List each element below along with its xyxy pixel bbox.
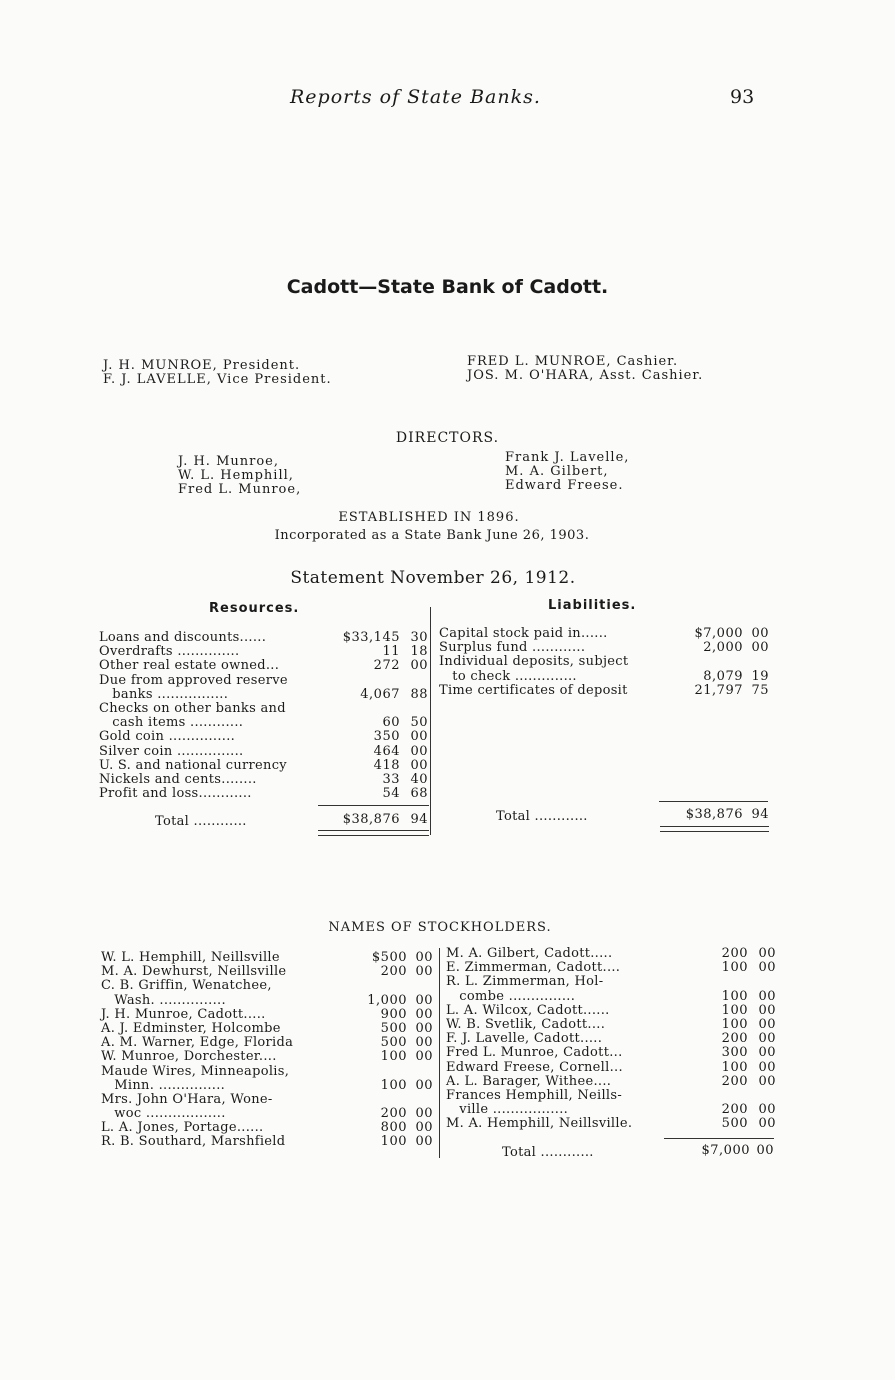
stockholder-amount: 100	[721, 1002, 748, 1018]
stockholder-label: R. B. Southard, Marshfield	[101, 1134, 286, 1150]
stockholder-cents: 00	[415, 1006, 433, 1022]
resource-row	[99, 716, 429, 730]
resource-cents: 50	[410, 715, 428, 731]
resources-total-cents: 94	[410, 812, 428, 827]
running-head: Reports of State Banks.	[290, 86, 541, 108]
resource-label: U. S. and national currency	[99, 757, 287, 773]
liability-cents: 00	[751, 640, 769, 656]
stockholder-row	[446, 1004, 776, 1018]
stockholder-row	[446, 1089, 776, 1103]
incorporated-line: Incorporated as a State Bank June 26, 1903.	[274, 528, 590, 543]
liabilities-total-amount: $38,876	[685, 807, 743, 822]
liability-label: Capital stock paid in......	[439, 626, 608, 641]
stockholder-row	[101, 1079, 433, 1093]
liability-cents: 00	[751, 626, 769, 641]
stockholder-amount: 100	[721, 1059, 748, 1075]
stockholder-label: L. A. Jones, Portage......	[101, 1120, 264, 1136]
stockholder-label: Maude Wires, Minneapolis,	[101, 1063, 290, 1079]
stockholder-row	[101, 1065, 433, 1079]
stockholder-label: E. Zimmerman, Cadott....	[446, 960, 621, 976]
resource-label: cash items ............	[99, 715, 244, 731]
resource-label: Nickels and cents........	[99, 771, 257, 787]
stockholder-amount: 100	[721, 988, 748, 1004]
liability-label: Surplus fund ............	[439, 640, 586, 656]
stockholder-cents: 00	[415, 1106, 433, 1122]
director-name: W. L. Hemphill,	[178, 468, 294, 483]
officer-vice-president: F. J. LAVELLE, Vice President.	[103, 372, 332, 387]
stockholder-label: Minn. ...............	[101, 1077, 226, 1093]
resource-amount: 33	[382, 771, 400, 787]
stockholder-cents: 00	[415, 1077, 433, 1093]
stockholders-total-rule	[664, 1138, 774, 1139]
stockholder-cents: 00	[758, 946, 776, 961]
stockholders-total-cents: 00	[756, 1143, 774, 1158]
stockholder-row	[101, 1008, 433, 1022]
director-name: Frank J. Lavelle,	[505, 450, 630, 465]
liabilities-total-label: Total ............	[496, 809, 588, 824]
resource-cents: 88	[410, 686, 428, 702]
stockholder-amount: 300	[721, 1045, 748, 1061]
liability-row	[439, 655, 769, 669]
stockholder-label: J. H. Munroe, Cadott.....	[101, 1006, 266, 1022]
stockholder-label: woc ..................	[101, 1106, 226, 1122]
resource-row	[99, 688, 429, 702]
resource-cents: 30	[410, 630, 428, 645]
resource-row	[99, 631, 429, 645]
stockholder-row	[101, 979, 433, 993]
stockholder-amount: 100	[380, 1077, 407, 1093]
stockholder-amount: 200	[721, 946, 748, 961]
stockholder-row	[101, 1050, 433, 1064]
liability-amount: 8,079	[703, 668, 743, 684]
stockholder-cents: 00	[415, 1020, 433, 1036]
resource-amount: 11	[382, 644, 400, 660]
stockholder-amount: 200	[380, 964, 407, 980]
stockholder-cents: 00	[415, 950, 433, 965]
established-line: ESTABLISHED IN 1896.	[338, 510, 520, 525]
liability-amount: $7,000	[694, 626, 743, 641]
stockholder-cents: 00	[758, 988, 776, 1004]
resource-label: Overdrafts ..............	[99, 644, 240, 660]
stockholders-total-label: Total ............	[502, 1145, 594, 1160]
stockholder-label: combe ...............	[446, 988, 576, 1004]
director-name: Fred L. Munroe,	[178, 482, 302, 497]
stockholder-cents: 00	[758, 1073, 776, 1089]
stockholder-row	[101, 994, 433, 1008]
stockholder-amount: 200	[721, 1073, 748, 1089]
director-name: Edward Freese.	[505, 478, 624, 493]
stockholder-label: W. L. Hemphill, Neillsville	[101, 950, 280, 965]
stockholder-amount: 100	[380, 1049, 407, 1065]
statement-date: Statement November 26, 1912.	[290, 568, 576, 588]
resource-row	[99, 645, 429, 659]
stockholder-row	[446, 1075, 776, 1089]
resource-label: Gold coin ...............	[99, 729, 236, 745]
stockholder-row	[446, 947, 776, 961]
stockholder-row	[446, 1061, 776, 1075]
stockholders-left-list	[101, 951, 433, 1150]
stockholder-label: A. J. Edminster, Holcombe	[101, 1020, 281, 1036]
liability-amount: 21,797	[694, 682, 743, 698]
stockholder-cents: 00	[758, 1102, 776, 1118]
stockholder-cents: 00	[415, 964, 433, 980]
stockholder-label: A. L. Barager, Withee....	[446, 1073, 612, 1089]
resource-cents: 00	[410, 729, 428, 745]
stockholders-total-amount: $7,000	[701, 1143, 750, 1158]
resource-amount: 464	[373, 743, 400, 759]
stockholder-amount: 200	[721, 1031, 748, 1047]
stockholder-amount: 100	[721, 1016, 748, 1032]
resource-label: Loans and discounts......	[99, 630, 267, 645]
resource-cents: 40	[410, 771, 428, 787]
liabilities-total-rule	[659, 801, 768, 802]
liability-row	[439, 670, 769, 684]
stockholder-row	[101, 1036, 433, 1050]
stockholder-row	[101, 1121, 433, 1135]
stockholder-row	[101, 965, 433, 979]
resource-cents: 18	[410, 644, 428, 660]
stockholder-cents: 00	[758, 1045, 776, 1061]
resource-cents: 00	[410, 743, 428, 759]
resource-amount: 350	[373, 729, 400, 745]
resource-label: Other real estate owned...	[99, 658, 280, 674]
resources-total-double-rule	[318, 830, 429, 836]
stockholder-label: A. M. Warner, Edge, Florida	[101, 1035, 294, 1051]
resources-total-label: Total ............	[155, 814, 247, 829]
stockholder-row	[446, 1032, 776, 1046]
resource-amount: 418	[373, 757, 400, 773]
stockholder-amount: 500	[721, 1116, 748, 1132]
stockholder-cents: 00	[758, 960, 776, 976]
stockholder-amount: 200	[380, 1106, 407, 1122]
resource-cents: 00	[410, 658, 428, 674]
stockholder-label: Mrs. John O'Hara, Wone-	[101, 1091, 273, 1107]
stockholder-cents: 00	[758, 1031, 776, 1047]
resources-heading: Resources.	[209, 601, 300, 616]
officer-asst-cashier: JOS. M. O'HARA, Asst. Cashier.	[467, 368, 704, 383]
stockholder-label: W. Munroe, Dorchester....	[101, 1049, 277, 1065]
page-number: 93	[730, 86, 755, 108]
stockholder-label: W. B. Svetlik, Cadott....	[446, 1016, 606, 1032]
resource-cents: 00	[410, 757, 428, 773]
stockholder-row	[101, 1022, 433, 1036]
stockholder-amount: 100	[380, 1134, 407, 1150]
stockholder-label: Edward Freese, Cornell...	[446, 1059, 623, 1075]
stockholders-right-list	[446, 947, 776, 1131]
stockholders-divider	[439, 948, 440, 1158]
resource-amount: $33,145	[342, 630, 400, 645]
liabilities-heading: Liabilities.	[548, 598, 637, 613]
resource-label: Checks on other banks and	[99, 700, 286, 716]
stockholder-amount: 200	[721, 1102, 748, 1118]
resource-amount: 54	[382, 786, 400, 802]
stockholder-amount: 1,000	[367, 992, 407, 1008]
resource-cents: 68	[410, 786, 428, 802]
stockholders-heading: NAMES OF STOCKHOLDERS.	[328, 920, 552, 935]
stockholder-row	[446, 1018, 776, 1032]
stockholder-amount: 500	[380, 1035, 407, 1051]
resource-label: Profit and loss............	[99, 786, 252, 802]
stockholder-label: R. L. Zimmerman, Hol-	[446, 974, 604, 990]
stockholder-cents: 00	[415, 1120, 433, 1136]
stockholder-label: F. J. Lavelle, Cadott.....	[446, 1031, 603, 1047]
resources-table	[99, 631, 429, 801]
liability-cents: 75	[751, 682, 769, 698]
stockholder-cents: 00	[758, 1059, 776, 1075]
liability-row	[439, 627, 769, 641]
stockholder-label: Frances Hemphill, Neills-	[446, 1087, 623, 1103]
stockholder-cents: 00	[415, 1134, 433, 1150]
stockholder-amount: 100	[721, 960, 748, 976]
liability-cents: 19	[751, 668, 769, 684]
resource-row	[99, 730, 429, 744]
bank-title: Cadott—State Bank of Cadott.	[286, 276, 609, 298]
liabilities-table	[439, 627, 769, 698]
stockholder-cents: 00	[415, 992, 433, 1008]
officer-president: J. H. MUNROE, President.	[103, 358, 301, 373]
liability-row	[439, 641, 769, 655]
resource-row	[99, 773, 429, 787]
stockholder-row	[446, 975, 776, 989]
stockholder-row	[101, 1107, 433, 1121]
resource-amount: 60	[382, 715, 400, 731]
stockholder-row	[446, 961, 776, 975]
stockholder-label: M. A. Dewhurst, Neillsville	[101, 964, 287, 980]
resource-amount: 272	[373, 658, 400, 674]
stockholder-cents: 00	[415, 1035, 433, 1051]
stockholder-label: Fred L. Munroe, Cadott...	[446, 1045, 623, 1061]
stockholder-label: ville .................	[446, 1102, 569, 1118]
resource-label: Due from approved reserve	[99, 672, 288, 688]
stockholder-amount: 900	[380, 1006, 407, 1022]
resource-label: Silver coin ...............	[99, 743, 244, 759]
resource-row	[99, 787, 429, 801]
resource-row	[99, 745, 429, 759]
liability-label: to check ..............	[439, 668, 577, 684]
resources-total-amount: $38,876	[342, 812, 400, 827]
stockholder-amount: $500	[371, 950, 407, 965]
liability-amount: 2,000	[703, 640, 743, 656]
liabilities-total-cents: 94	[751, 807, 769, 822]
resource-row	[99, 674, 429, 688]
director-name: J. H. Munroe,	[178, 454, 279, 469]
resources-total-rule	[318, 805, 429, 806]
liability-row	[439, 684, 769, 698]
officer-cashier: FRED L. MUNROE, Cashier.	[467, 354, 679, 369]
liabilities-total-double-rule	[660, 826, 769, 832]
statement-divider	[430, 607, 431, 835]
stockholder-row	[101, 1093, 433, 1107]
stockholder-label: L. A. Wilcox, Cadott......	[446, 1002, 610, 1018]
stockholder-row	[101, 951, 433, 965]
stockholder-amount: 500	[380, 1020, 407, 1036]
stockholder-row	[446, 1103, 776, 1117]
stockholder-row	[446, 1117, 776, 1131]
resource-label: banks ................	[99, 686, 229, 702]
stockholder-cents: 00	[758, 1116, 776, 1132]
resource-row	[99, 659, 429, 673]
director-name: M. A. Gilbert,	[505, 464, 609, 479]
stockholder-row	[446, 990, 776, 1004]
stockholder-row	[446, 1046, 776, 1060]
stockholder-label: C. B. Griffin, Wenatchee,	[101, 978, 272, 994]
stockholder-cents: 00	[758, 1002, 776, 1018]
resource-row	[99, 702, 429, 716]
directors-heading: DIRECTORS.	[395, 430, 500, 446]
liability-label: Time certificates of deposit	[439, 682, 628, 698]
stockholder-cents: 00	[415, 1049, 433, 1065]
stockholder-cents: 00	[758, 1016, 776, 1032]
resource-row	[99, 759, 429, 773]
stockholder-label: M. A. Gilbert, Cadott.....	[446, 946, 613, 961]
resource-amount: 4,067	[360, 686, 400, 702]
stockholder-label: Wash. ...............	[101, 992, 226, 1008]
stockholder-amount: 800	[380, 1120, 407, 1136]
liability-label: Individual deposits, subject	[439, 654, 629, 670]
stockholder-label: M. A. Hemphill, Neillsville.	[446, 1116, 633, 1132]
stockholder-row	[101, 1135, 433, 1149]
